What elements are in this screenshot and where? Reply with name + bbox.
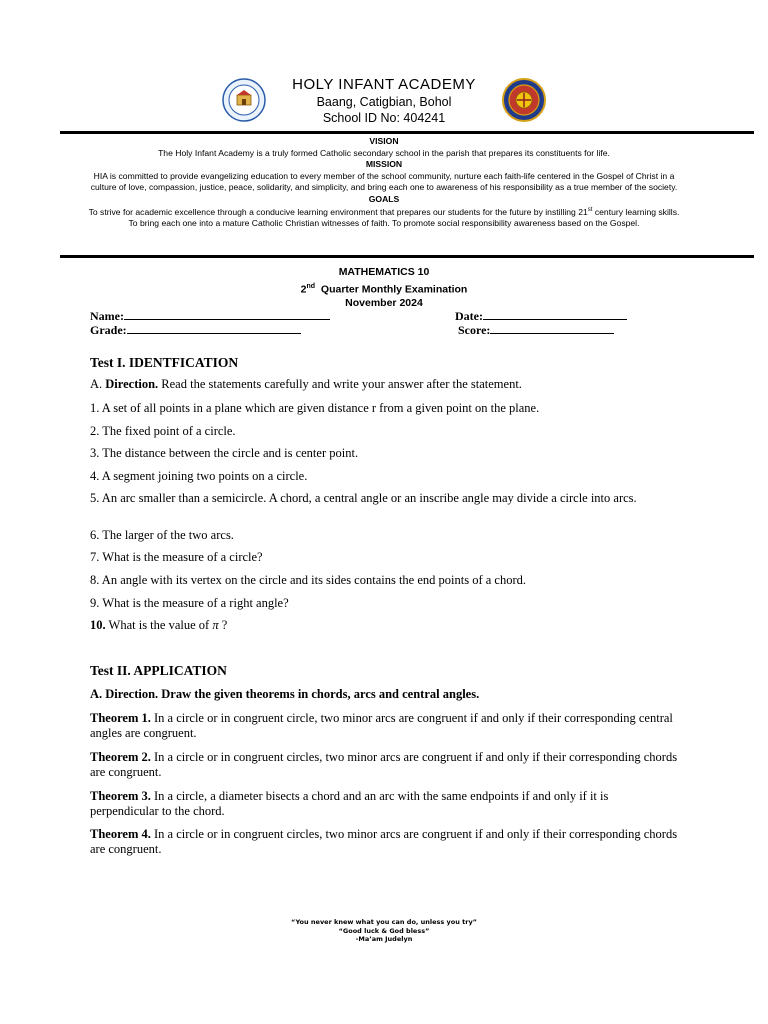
vision-heading: VISION <box>369 136 399 146</box>
school-name: HOLY INFANT ACADEMY <box>292 76 476 93</box>
test1-item-8: 8. An angle with its vertex on the circle and its sides contains the end points of a chord. <box>90 573 527 587</box>
test1-item-9: 9. What is the measure of a right angle? <box>90 596 289 610</box>
test2-direction: A. Direction. Draw the given theorems in chords, arcs and central angles. <box>90 687 480 701</box>
test1-item-1: 1. A set of all points in a plane which are given distance r from a given point on the plane. <box>90 401 540 415</box>
association-seal-right <box>502 78 546 122</box>
exam-quarter: 2nd Quarter Monthly Examination <box>300 282 468 295</box>
header-divider-bottom <box>60 255 754 258</box>
name-field[interactable]: Name: <box>90 308 330 323</box>
quote-line-2: “Good luck & God bless” <box>338 926 430 935</box>
date-field[interactable]: Date: <box>455 308 627 323</box>
test2-title: Test II. APPLICATION <box>90 663 227 678</box>
quote-line-1: “You never knew what you can do, unless you try” <box>291 918 477 926</box>
vision-text: The Holy Infant Academy is a truly formed Catholic secondary school in the parish that prepares its constituents for life. <box>158 147 610 158</box>
mission-text: HIA is committed to provide evangelizing education to every member of the school community, nurture each faith-life centered in the Gospel of Christ in a culture of love, compassion, justice, peace, solidarity, and simplicity, and bring each one to awareness of his responsibility as a true member of the society. <box>90 170 678 192</box>
test1-item-7: 7. What is the measure of a circle? <box>90 550 263 564</box>
score-field[interactable]: Score: <box>458 322 614 337</box>
exam-heading <box>0 266 768 310</box>
footer-quote <box>0 918 768 944</box>
school-id: School ID No: 404241 <box>322 111 446 125</box>
header-divider-top <box>60 131 754 134</box>
school-seal-left <box>222 78 266 122</box>
goals-heading: GOALS <box>368 193 400 204</box>
mission-heading: MISSION <box>365 159 403 169</box>
school-header <box>264 76 504 126</box>
vision-mission-goals <box>88 136 680 230</box>
exam-subject: MATHEMATICS 10 <box>338 266 430 278</box>
theorem-4: Theorem 4. In a circle or in congruent circles, two minor arcs are congruent if and only if their corresponding chords are congruent. <box>90 827 678 856</box>
goals-text: To strive for academic excellence through a conducive learning environment that prepares our students for the future by instilling 21st century learning skills. To bring each one into a mature Catholic Christian witnesses of faith. To promote social responsibility awareness based on the Gospel. <box>88 206 680 229</box>
pi-symbol: π <box>212 618 219 632</box>
test1-item-2: 2. The fixed point of a circle. <box>90 424 236 438</box>
test1-item-5: 5. An arc smaller than a semicircle. A chord, a central angle or an inscribe angle may divide a circle into arcs. <box>90 491 637 505</box>
signature: -Ma’am Judelyn <box>355 935 413 943</box>
school-address: Baang, Catigbian, Bohol <box>316 95 452 109</box>
test1-title: Test I. IDENTFICATION <box>90 355 239 370</box>
test1-item-6: 6. The larger of the two arcs. <box>90 528 234 542</box>
test1-item-10: 10. What is the value of π ? <box>90 618 228 632</box>
theorem-2: Theorem 2. In a circle or in congruent circles, two minor arcs are congruent if and only if their corresponding chords are congruent. <box>90 750 678 779</box>
exam-date: November 2024 <box>345 296 423 309</box>
test1-item-4: 4. A segment joining two points on a circle. <box>90 469 308 483</box>
theorem-3: Theorem 3. In a circle, a diameter bisects a chord and an arc with the same endpoints if and only if it is perpendicular to the chord. <box>90 789 609 818</box>
test1-direction: A. Direction. Read the statements carefully and write your answer after the statement. <box>90 377 522 391</box>
theorem-1: Theorem 1. In a circle or in congruent circle, two minor arcs are congruent if and only if their corresponding central angles are congruent. <box>90 711 673 740</box>
test1-item-3: 3. The distance between the circle and is center point. <box>90 446 359 460</box>
grade-field[interactable]: Grade: <box>90 322 301 337</box>
